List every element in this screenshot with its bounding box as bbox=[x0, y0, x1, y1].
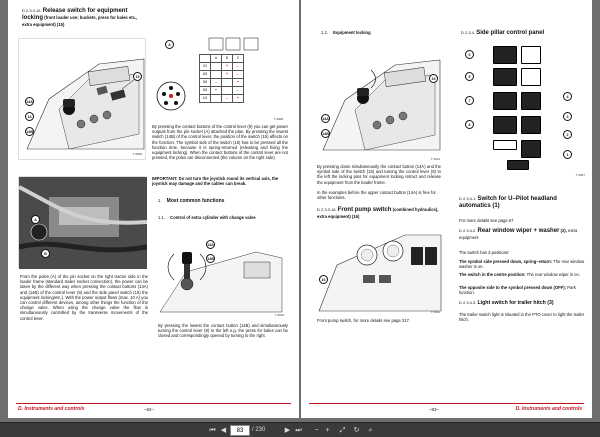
last-page-icon[interactable]: ⏭ bbox=[295, 427, 302, 434]
panel-switch-3 bbox=[521, 116, 541, 134]
table-row: 4/II + – bbox=[200, 71, 244, 79]
panel-switch-6 bbox=[493, 46, 517, 64]
panel-switch-blank bbox=[521, 46, 541, 64]
section-title: Release switch for equipment locking bbox=[22, 8, 128, 21]
paragraph-lowest-button: By pressing the lowest the contact button (14B) and simultaneously turning the control lever (9) to the left e.g. the press for bales can be closed and correspondingly opened by turning to the right. bbox=[158, 323, 288, 339]
subsection-1-1-heading: 1.1. Control of extra cylinder with change valve bbox=[158, 215, 256, 220]
callout-15: 15 bbox=[133, 72, 142, 81]
row-label: 0/II bbox=[200, 87, 211, 95]
callout-14: 14 bbox=[25, 112, 34, 121]
callout-1: 1 bbox=[563, 150, 572, 159]
page-83 bbox=[301, 0, 592, 418]
table-row: 1/II – + bbox=[200, 95, 244, 103]
callout-14b: 14B bbox=[321, 129, 330, 138]
figure-joystick bbox=[156, 232, 286, 320]
footer-rule bbox=[309, 403, 584, 404]
table-row: 0/I + – bbox=[200, 63, 244, 71]
figure-code: T 0009 bbox=[132, 151, 142, 156]
row-label: 4/II bbox=[200, 71, 211, 79]
joystick-illustration bbox=[156, 232, 286, 320]
footer-title: D. Instruments and controls bbox=[18, 405, 85, 412]
figure-code: T 0010 bbox=[274, 312, 284, 317]
section-heading-2343: D 2.3.4.3. Light switch for trailer hitch (3) bbox=[459, 300, 554, 306]
table-row: 0/II + – bbox=[200, 87, 244, 95]
callout-14a: 14A bbox=[321, 114, 330, 123]
first-page-icon[interactable]: ⏮ bbox=[209, 427, 216, 434]
figure-code: T 0007 bbox=[575, 172, 585, 177]
important-note: IMPORTANT: Do not turn the joystick round its vertical axis, the joystick may damage and the cables can break. bbox=[152, 176, 279, 187]
footer-title: D. Instruments and controls bbox=[515, 405, 582, 412]
page-82 bbox=[8, 0, 299, 418]
paragraph-locking: By pressing down simultaneously the contact button (14A) and the symbol side of the switch (15) and turning the control lever (9) to the left the locking pins for equipment locking retract and release the equipment from the loader frame. bbox=[317, 164, 441, 185]
section-ref: (15) bbox=[56, 22, 65, 27]
figure-change-valve-photo bbox=[18, 176, 146, 268]
footer-rule bbox=[16, 403, 291, 404]
panel-indicator bbox=[493, 140, 517, 150]
figure-code: T 0012 bbox=[430, 309, 440, 314]
section-heading-16: D 2.3.3.16. Front pump switch (combined hydraulics), extra equipment) (16) bbox=[317, 207, 439, 219]
section-number: D 2.3.3.15. bbox=[22, 8, 42, 13]
viewer-toolbar bbox=[0, 422, 600, 437]
figure-side-panel bbox=[461, 42, 587, 177]
figure-equipment-locking bbox=[315, 40, 443, 162]
callout-3: 3 bbox=[563, 112, 572, 121]
zoom-out-icon[interactable]: − bbox=[314, 427, 319, 434]
paragraph-control-buttons: By pressing the contact buttons of the control lever (9) you can get power outputs from the pin socket (A) attached the plan. By pressing the lowest switch (14B) of the control lever, the position of the switch (15) affects on the function. The symbol side of the switch (15) has to be pressed all the function time, because it is spring-returned (releasing and fixing the equipment locking). When the contact buttons of the control lever are not pressed, the poles are disconnected (the column on the right side). bbox=[152, 124, 288, 161]
page-number: –82– bbox=[144, 406, 155, 412]
panel-switch-1 bbox=[507, 160, 529, 170]
panel-switch-7 bbox=[493, 92, 517, 110]
prev-page-icon[interactable]: ◀ bbox=[220, 427, 227, 434]
page-number-input[interactable]: 83 bbox=[230, 425, 250, 436]
section-heading-2341: D 2.3.4.1. Switch for U–Pilot headland automatics (1) bbox=[459, 196, 557, 209]
table-row: 3/II – + bbox=[200, 79, 244, 87]
callout-6: 6 bbox=[465, 50, 474, 59]
table-header: A bbox=[211, 55, 222, 63]
callout-14b-joystick: 14B bbox=[206, 254, 215, 263]
dashboard-illustration bbox=[315, 40, 443, 162]
callout-2: 2 bbox=[563, 130, 572, 139]
paragraph-wiper-p3: The opposite side to the symbol pressed down (OFF): Park function. bbox=[459, 285, 576, 296]
callout-photo-b: B bbox=[41, 249, 50, 258]
callout-4: 4 bbox=[563, 92, 572, 101]
figure-dashboard-switch bbox=[18, 38, 146, 160]
fit-page-icon[interactable]: ⤢ bbox=[339, 427, 346, 434]
panel-switch-8 bbox=[493, 116, 517, 134]
page-total: / 230 bbox=[252, 427, 266, 433]
row-label: 3/II bbox=[200, 79, 211, 87]
table-header: C bbox=[233, 55, 244, 63]
callout-5: 5 bbox=[465, 72, 474, 81]
callout-7: 7 bbox=[465, 96, 474, 105]
table-header-row bbox=[200, 55, 244, 63]
section-heading-1-2: 1.2. Equipment locking bbox=[321, 30, 371, 35]
row-label: 1/II bbox=[200, 95, 211, 103]
paragraph-examples: In the examples before the upper contact button (14A) is free for other functions. bbox=[317, 190, 436, 201]
callout-a: A bbox=[165, 40, 174, 49]
figure-code: T 0008 bbox=[273, 116, 283, 121]
callout-14b: 14B bbox=[25, 127, 34, 136]
search-icon[interactable]: ⌕ bbox=[368, 427, 373, 434]
callout-14a: 14A bbox=[25, 97, 34, 106]
dashboard-illustration bbox=[19, 39, 147, 161]
panel-switch-5 bbox=[493, 68, 517, 86]
paragraph-pin-socket: From the poles (A) of the pin socket on the right tractor side in the loader frame (standard trailer socket connection), the power can be taken by the different way when pressing the contact buttons (14A) and (14B) of the control lever (9) and the side panel switch (15) the equipment locking/etc.). With the power output flows (max. 10 A) you can control different devices, among other things the function of the change valve. When using the change valve the flow is simultaneously controlled by the transverse movements of the control lever. bbox=[20, 274, 148, 321]
paragraph-2341: For more details see page 67 bbox=[459, 218, 514, 223]
figure-pin-socket-table bbox=[151, 36, 285, 122]
row-label: 0/I bbox=[200, 63, 211, 71]
callout-8: 8 bbox=[465, 120, 474, 129]
front-pump-illustration bbox=[315, 225, 443, 315]
section-subtitle: (front loader use; buckets, press for bales etc., extra equipment) bbox=[22, 15, 138, 27]
section-heading-15 bbox=[22, 8, 140, 27]
rotate-icon[interactable]: ↻ bbox=[353, 427, 360, 434]
paragraph-wiper-p2: The switch in the centre position: The rear window wiper is on. bbox=[459, 272, 580, 277]
next-page-icon[interactable]: ▶ bbox=[284, 427, 291, 434]
figure-front-pump bbox=[315, 225, 443, 315]
callout-16: 16 bbox=[319, 275, 328, 284]
zoom-in-icon[interactable]: + bbox=[325, 427, 330, 434]
panel-switch-2 bbox=[521, 140, 541, 158]
subsection-1-heading: 1. Most common functions bbox=[158, 198, 225, 204]
callout-14a-joystick: 14A bbox=[206, 240, 215, 249]
section-heading-2342: D 2.3.4.2. Rear window wiper + washer (2), extra equipment bbox=[459, 228, 578, 240]
paragraph-wiper-intro: The switch has 3 positions: bbox=[459, 250, 510, 255]
paragraph-wiper-p1: The symbol side pressed down, spring–return: The rear window washer is on. bbox=[459, 259, 585, 270]
polarity-table bbox=[199, 54, 244, 103]
page-number: –83– bbox=[429, 406, 440, 412]
table-header: B bbox=[222, 55, 233, 63]
figure-code: T 0011 bbox=[430, 156, 440, 161]
callout-photo-a: A bbox=[31, 215, 40, 224]
paragraph-2343: The trailer switch light is situated in the PTO cover to light the trailer hitch. bbox=[459, 312, 585, 323]
panel-switch-blank bbox=[521, 68, 541, 86]
section-heading-side-panel: D 2.3.4. Side pillar control panel bbox=[461, 30, 545, 36]
callout-15: 15 bbox=[429, 74, 438, 83]
panel-switch-4 bbox=[521, 92, 541, 110]
paragraph-front-pump: Front pump switch, for more details see page 217. bbox=[317, 318, 411, 323]
